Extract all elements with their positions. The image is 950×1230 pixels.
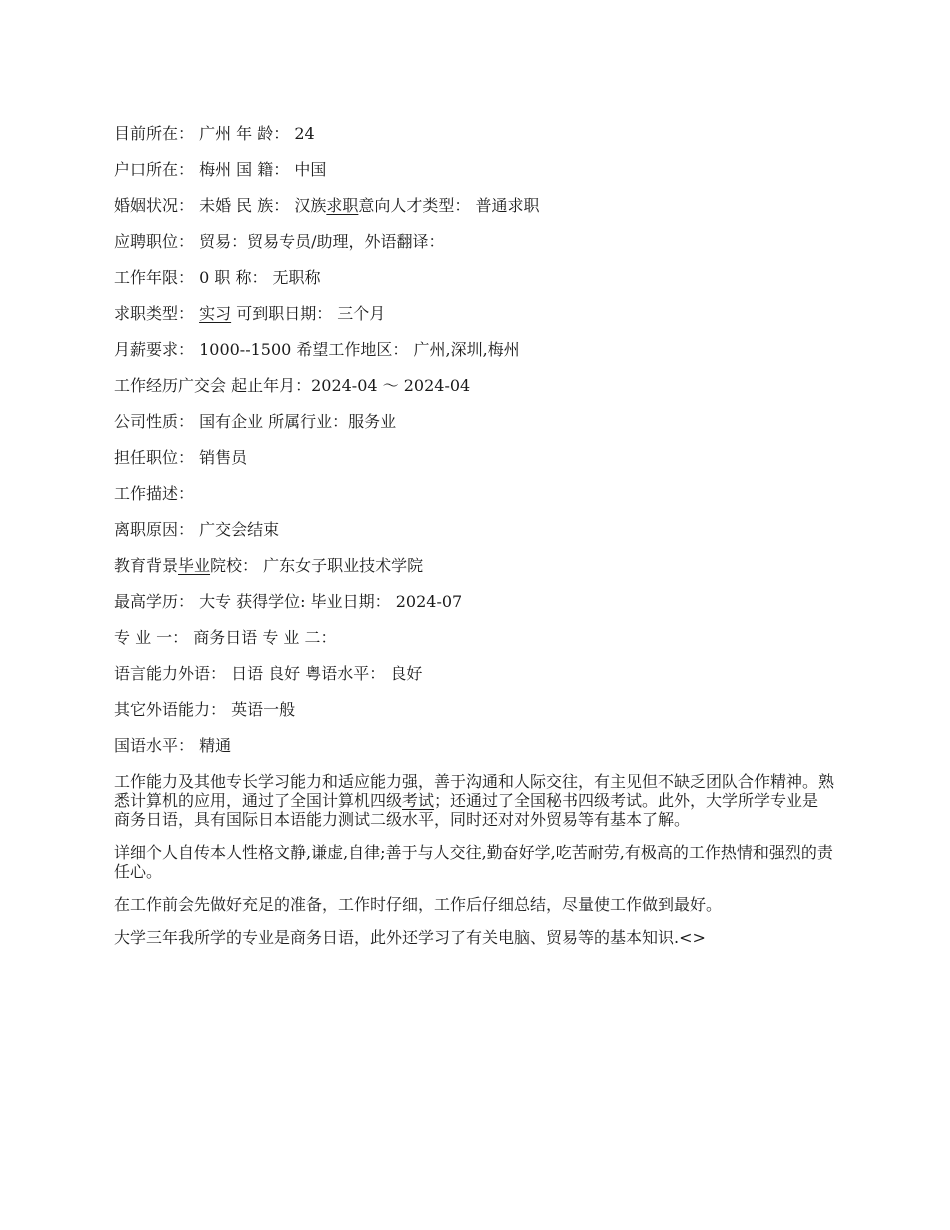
resume-line-text: 工作描述： — [114, 484, 195, 503]
resume-line-text: 其它外语能力： 英语一般 — [114, 700, 296, 719]
resume-line — [114, 340, 834, 360]
resume-line-text: 意向人才类型： 普通求职 — [358, 196, 540, 215]
resume-line-text: 担任职位： 销售员 — [114, 448, 248, 467]
resume-line-text: 工作经历广交会 起止年月：2024-04 ～ 2024-04 — [114, 376, 471, 395]
resume-line — [114, 304, 834, 324]
resume-line — [114, 736, 834, 756]
paragraph-text: 详细个人自传本人性格文静,谦虚,自律;善于与人交往,勤奋好学,吃苦耐劳,有极高的工作热情和强烈的责任心。 — [114, 843, 833, 881]
resume-line-text: 国语水平： 精通 — [114, 736, 232, 755]
paragraph-text: 大学三年我所学的专业是商务日语，此外还学习了有关电脑、贸易等的基本知识.<> — [114, 928, 706, 947]
resume-line — [114, 412, 834, 432]
resume-line-text: 教育背景 — [114, 556, 179, 575]
graduation-link[interactable]: 毕业 — [178, 556, 211, 575]
resume-line-text: 求职类型： — [114, 304, 200, 323]
work-attitude-paragraph — [114, 895, 834, 914]
resume-line — [114, 448, 834, 468]
paragraph-text: ；还通过了全国秘书四级考试。此外，大学所学专业是商务日语，具有国际日本语能力测试二级水平，同时还对对外贸易等有基本了解。 — [114, 791, 819, 829]
autobiography-paragraph — [114, 843, 834, 881]
education-summary-paragraph — [114, 928, 834, 947]
resume-line — [114, 196, 834, 216]
exam-link[interactable]: 考试 — [402, 791, 435, 810]
resume-line — [114, 628, 834, 648]
resume-line — [114, 160, 834, 180]
paragraph-text: 工作能力及其他专长学习能力和适应能力强，善于沟通和人际交往，有主见但不缺乏团队合作精神。熟悉计算机的应用，通过了全国计算机四级 — [114, 772, 835, 810]
resume-line-text: 婚姻状况： 未婚 民 族： 汉族 — [114, 196, 327, 215]
resume-line-text: 可到职日期： 三个月 — [231, 304, 386, 323]
resume-line — [114, 268, 834, 288]
resume-line-text: 月薪要求： 1000--1500 希望工作地区： 广州,深圳,梅州 — [114, 340, 520, 359]
resume-line-text: 应聘职位： 贸易：贸易专员/助理，外语翻译： — [114, 232, 445, 251]
resume-line-text: 最高学历： 大专 获得学位: 毕业日期： 2024-07 — [114, 592, 463, 611]
resume-line-text: 离职原因： 广交会结束 — [114, 520, 280, 539]
skills-paragraph — [114, 772, 834, 829]
resume-line — [114, 592, 834, 612]
resume-line — [114, 484, 834, 504]
resume-line — [114, 664, 834, 684]
resume-line — [114, 556, 834, 576]
resume-line-text: 户口所在： 梅州 国 籍： 中国 — [114, 160, 327, 179]
resume-line — [114, 376, 834, 396]
resume-line-text: 目前所在： 广州 年 龄： 24 — [114, 124, 315, 143]
resume-line-text: 院校： 广东女子职业技术学院 — [210, 556, 424, 575]
resume-line-text: 公司性质： 国有企业 所属行业：服务业 — [114, 412, 397, 431]
job-seeking-link[interactable]: 求职 — [326, 196, 359, 215]
resume-line-text: 语言能力外语： 日语 良好 粤语水平： 良好 — [114, 664, 423, 683]
internship-link[interactable]: 实习 — [199, 304, 232, 323]
resume-line — [114, 124, 834, 144]
resume-line-text: 专 业 一： 商务日语 专 业 二： — [114, 628, 337, 647]
resume-line — [114, 700, 834, 720]
resume-line-text: 工作年限： 0 职 称： 无职称 — [114, 268, 321, 287]
paragraph-text: 在工作前会先做好充足的准备，工作时仔细，工作后仔细总结，尽量使工作做到最好。 — [114, 895, 723, 914]
resume-line — [114, 520, 834, 540]
resume-line — [114, 232, 834, 252]
resume-document — [114, 124, 834, 961]
